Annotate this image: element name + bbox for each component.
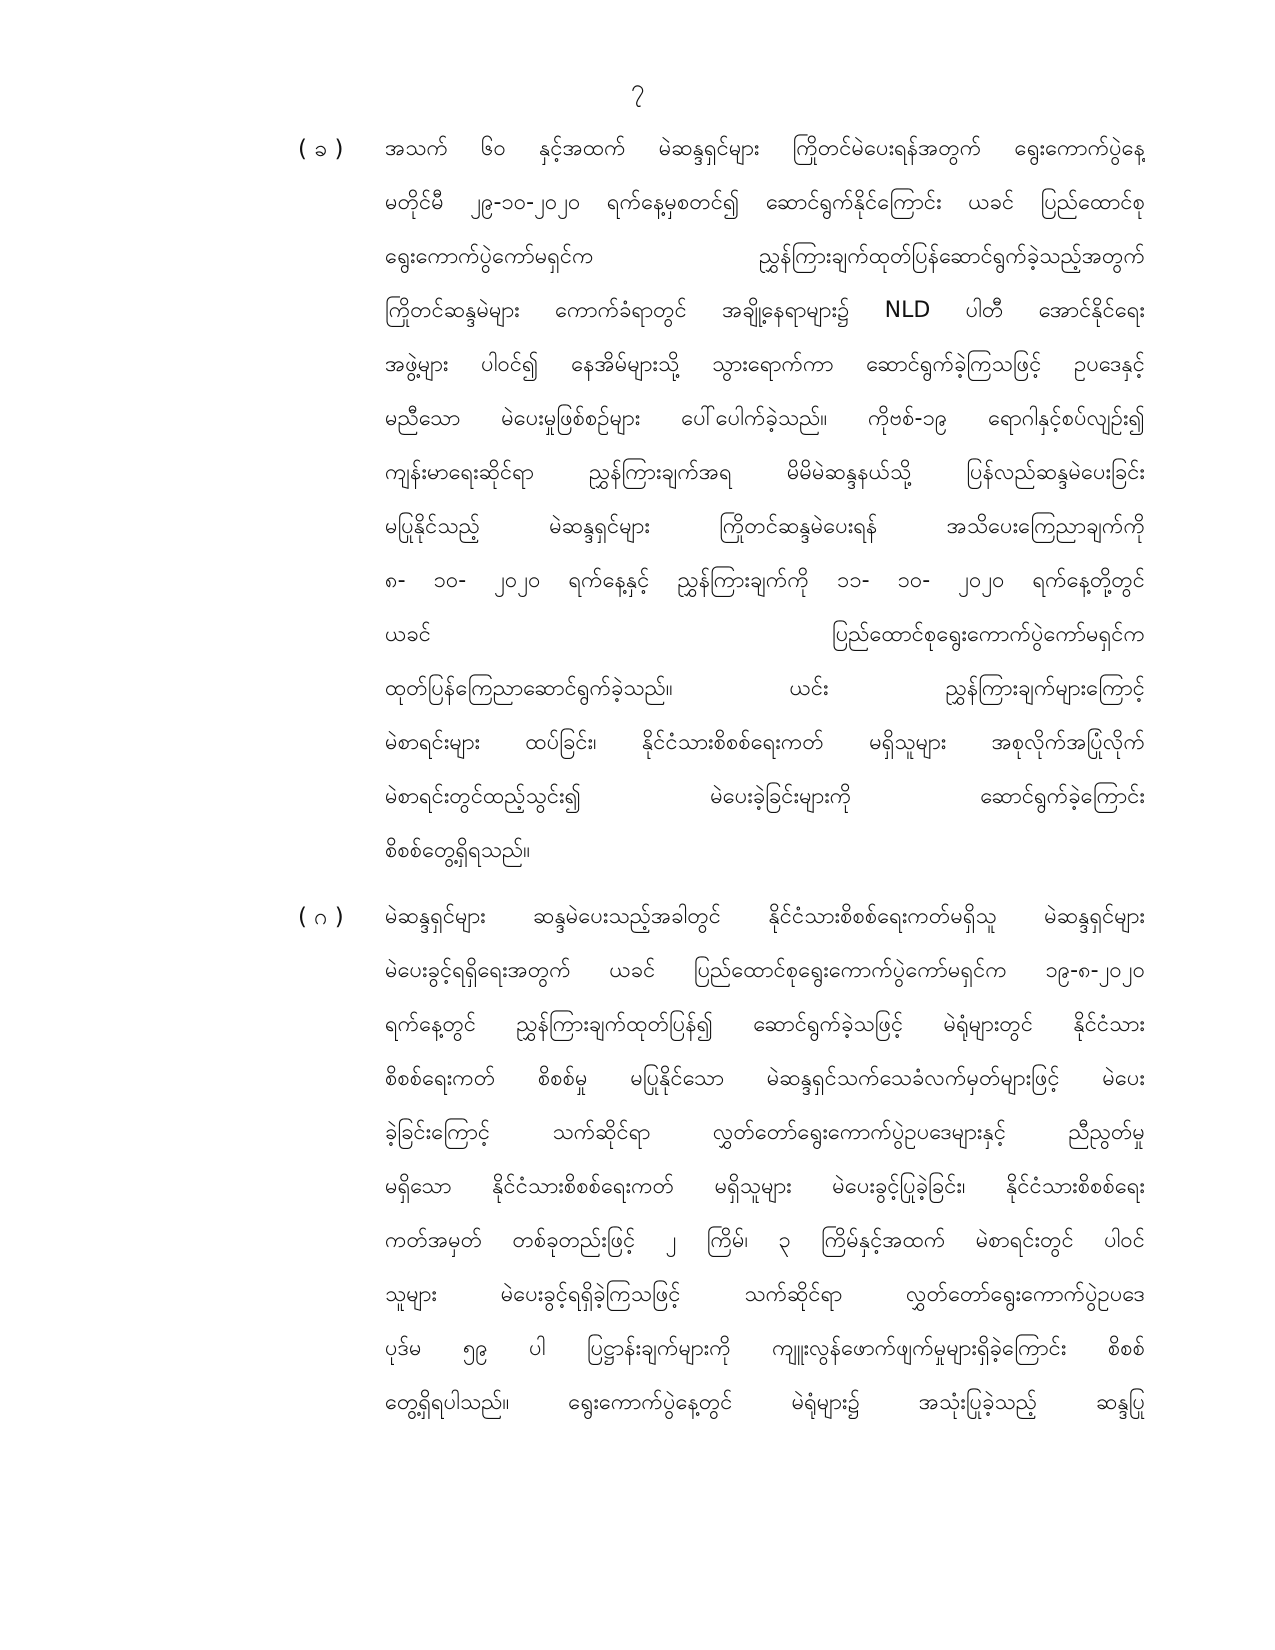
text-line: မပြုနိုင်သည့် မဲဆန္ဒရှင်များ ကြိုတင်ဆန္ဒမဲပေးရန် အသိပေးကြေညာချက်ကို (385, 514, 1145, 539)
text-line: မရှိသော နိုင်ငံသားစိစစ်ရေးကတ် မရှိသူများ မဲပေးခွင့်ပြုခဲ့ခြင်း၊ နိုင်ငံသားစိစစ်ရေး (385, 1174, 1145, 1199)
text-line: အဖွဲ့များ ပါဝင်၍ နေအိမ်များသို့ သွားရောက်ကာ ဆောင်ရွက်ခဲ့ကြသဖြင့် ဥပဒေနှင့် (385, 352, 1145, 377)
text-line: တွေ့ရှိရပါသည်။ ရွေးကောက်ပွဲနေ့တွင် မဲရုံများ၌ အသုံးပြုခဲ့သည့် ဆန္ဒပြု (385, 1390, 1145, 1415)
text-line: မဲစာရင်းတွင်ထည့်သွင်း၍ မဲပေးခဲ့ခြင်းများကို ဆောင်ရွက်ခဲ့ကြောင်း (385, 784, 1145, 809)
text-line: ရွေးကောက်ပွဲကော်မရှင်က ညွှန်ကြားချက်ထုတ်ပြန်ဆောင်ရွက်ခဲ့သည့်အတွက် (385, 244, 1145, 269)
text-line: ကြိုတင်ဆန္ဒမဲများ ကောက်ခံရာတွင် အချို့နေရာများ၌ NLD ပါတီ အောင်နိုင်ရေး (385, 298, 1145, 323)
text-line: စိစစ်ရေးကတ် စိစစ်မှု မပြုနိုင်သော မဲဆန္ဒရှင်သက်သေခံလက်မှတ်များဖြင့် မဲပေး (385, 1066, 1145, 1091)
text-line: ပုဒ်မ ၅၉ ပါ ပြဋ္ဌာန်းချက်များကို ကျူးလွန်ဖောက်ဖျက်မှုများရှိခဲ့ကြောင်း စိစစ် (385, 1336, 1145, 1361)
text-line: မဲစာရင်းများ ထပ်ခြင်း၊ နိုင်ငံသားစိစစ်ရေးကတ် မရှိသူများ အစုလိုက်အပြုံလိုက် (385, 730, 1145, 755)
section-marker: ( ခ ) (298, 136, 344, 162)
text-line: စိစစ်တွေ့ရှိရသည်။ (385, 838, 530, 863)
section-marker: ( ဂ ) (298, 904, 344, 930)
text-line: ယခင် ပြည်ထောင်စုရွေးကောက်ပွဲကော်မရှင်က (385, 622, 1145, 647)
page-number: ၇ (630, 74, 645, 102)
text-line: ထုတ်ပြန်ကြေညာဆောင်ရွက်ခဲ့သည်။ ယင်း ညွှန်ကြားချက်များကြောင့် (385, 676, 1145, 701)
text-line: ရက်နေ့တွင် ညွှန်ကြားချက်ထုတ်ပြန်၍ ဆောင်ရွက်ခဲ့သဖြင့် မဲရုံများတွင် နိုင်ငံသား (385, 1012, 1145, 1037)
text-line: မတိုင်မီ ၂၉-၁၀-၂၀၂၀ ရက်နေ့မှစတင်၍ ဆောင်ရွက်နိုင်ကြောင်း ယခင် ပြည်ထောင်စု (385, 190, 1145, 215)
text-line: မဲဆန္ဒရှင်များ ဆန္ဒမဲပေးသည့်အခါတွင် နိုင်ငံသားစိစစ်ရေးကတ်မရှိသူ မဲဆန္ဒရှင်များ (385, 904, 1145, 929)
text-line: အသက် ၆၀ နှင့်အထက် မဲဆန္ဒရှင်များ ကြိုတင်မဲပေးရန်အတွက် ရွေးကောက်ပွဲနေ့ (385, 136, 1145, 161)
text-line: ခဲ့ခြင်းကြောင့် သက်ဆိုင်ရာ လွှတ်တော်ရွေးကောက်ပွဲဥပဒေများနှင့် ညီညွတ်မှု (385, 1120, 1145, 1145)
section-body (385, 890, 1145, 1430)
text-line: ကတ်အမှတ် တစ်ခုတည်းဖြင့် ၂ ကြိမ်၊ ၃ ကြိမ်နှင့်အထက် မဲစာရင်းတွင် ပါဝင် (385, 1228, 1145, 1253)
text-line: မညီသော မဲပေးမှုဖြစ်စဉ်များ ပေါ်ပေါက်ခဲ့သည်။ ကိုဗစ်-၁၉ ရောဂါနှင့်စပ်လျဉ်း၍ (385, 406, 1145, 431)
text-line: မဲပေးခွင့်ရရှိရေးအတွက် ယခင် ပြည်ထောင်စုရွေးကောက်ပွဲကော်မရှင်က ၁၉-၈-၂၀၂၀ (385, 958, 1145, 983)
section-body (385, 122, 1145, 878)
text-line: ကျန်းမာရေးဆိုင်ရာ ညွှန်ကြားချက်အရ မိမိမဲဆန္ဒနယ်သို့ ပြန်လည်ဆန္ဒမဲပေးခြင်း (385, 460, 1145, 485)
text-line: သူများ မဲပေးခွင့်ရရှိခဲ့ကြသဖြင့် သက်ဆိုင်ရာ လွှတ်တော်ရွေးကောက်ပွဲဥပဒေ (385, 1282, 1145, 1307)
text-line: ၈- ၁၀- ၂၀၂၀ ရက်နေ့နှင့် ညွှန်ကြားချက်ကို ၁၁- ၁၀- ၂၀၂၀ ရက်နေ့တို့တွင် (385, 568, 1145, 593)
